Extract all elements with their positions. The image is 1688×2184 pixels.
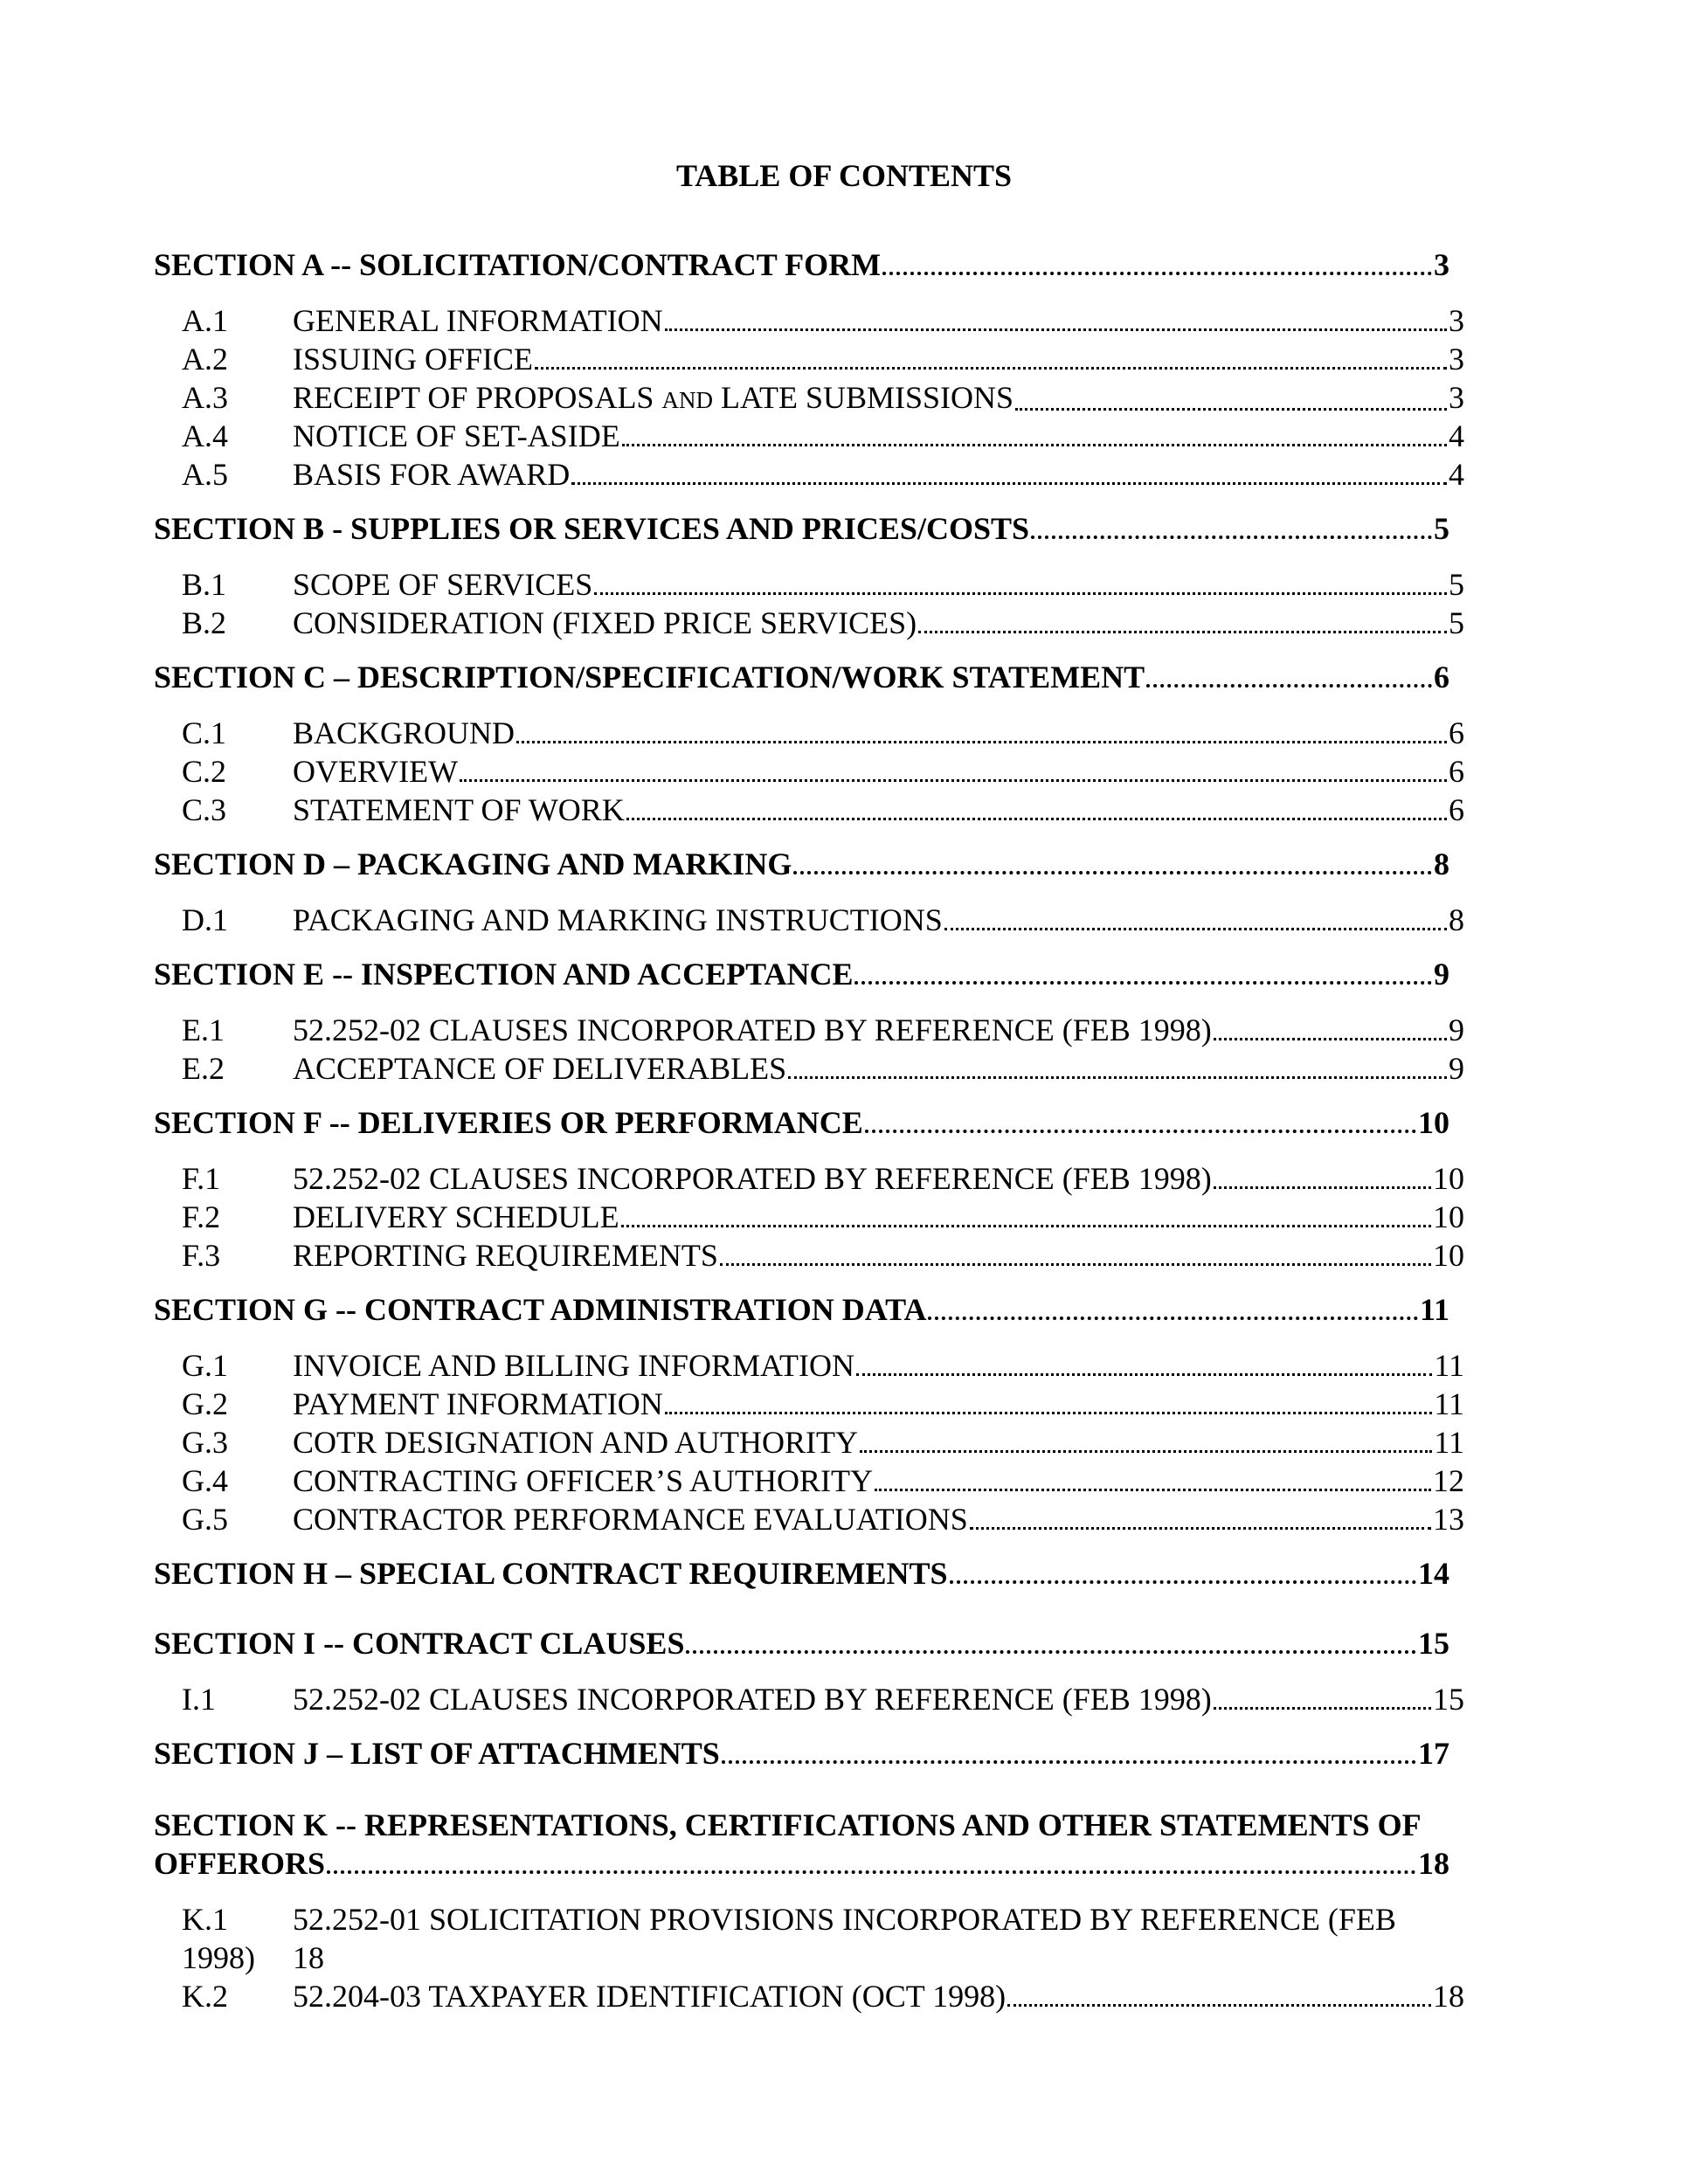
entry-label: 52.252-02 CLAUSES INCORPORATED BY REFERENCE (FEB 1998) — [293, 1013, 1212, 1047]
entry-label: COTR DESIGNATION AND AUTHORITY — [293, 1425, 858, 1460]
entry-number: C.1 — [182, 715, 227, 750]
page-number: 10 — [1433, 1238, 1464, 1273]
page-number: 11 — [1434, 1386, 1464, 1421]
entry-number: G.5 — [182, 1502, 228, 1537]
page-number: 14 — [1418, 1556, 1449, 1591]
dot-leader — [1214, 1186, 1431, 1189]
section-label: SECTION I -- CONTRACT CLAUSES — [154, 1626, 685, 1661]
page-number: 6 — [1449, 715, 1464, 750]
entry-label: ISSUING OFFICE — [293, 342, 534, 377]
entry-label: STATEMENT OF WORK — [293, 792, 625, 827]
page-number: 9 — [1449, 1051, 1464, 1086]
dot-leader — [875, 1489, 1431, 1491]
entry-label: GENERAL INFORMATION — [293, 303, 663, 338]
entry-number: A.3 — [182, 380, 228, 415]
toc-entry-g3[interactable] — [182, 1423, 1464, 1462]
dot-leader — [1214, 1038, 1447, 1040]
page-number: 11 — [1434, 1348, 1464, 1383]
toc-entry-g1[interactable] — [182, 1346, 1464, 1385]
dot-leader — [327, 1870, 1416, 1874]
dot-leader — [622, 444, 1447, 446]
dot-leader — [950, 1580, 1416, 1584]
entry-label: CONSIDERATION (FIXED PRICE SERVICES) — [293, 605, 917, 640]
toc-entry-e2[interactable] — [182, 1049, 1464, 1088]
dot-leader — [621, 1225, 1431, 1227]
page-title: TABLE OF CONTENTS — [675, 158, 1013, 193]
toc-entry-b2[interactable] — [182, 604, 1464, 642]
section-label: SECTION D – PACKAGING AND MARKING — [154, 847, 792, 881]
toc-entry-f3[interactable] — [182, 1236, 1464, 1275]
dot-leader — [626, 818, 1447, 820]
entry-label-continuation: 18 — [293, 1940, 324, 1975]
dot-leader — [918, 631, 1447, 633]
entry-number: G.4 — [182, 1463, 228, 1498]
page-number: 5 — [1449, 567, 1464, 602]
entry-number: B.2 — [182, 605, 227, 640]
toc-entry-i1[interactable] — [182, 1680, 1464, 1718]
entry-number: G.1 — [182, 1348, 228, 1383]
entry-label: OVERVIEW — [293, 754, 459, 789]
entry-number: E.1 — [182, 1013, 225, 1047]
dot-leader — [665, 1412, 1433, 1414]
page-number: 9 — [1449, 1013, 1464, 1047]
toc-section-d[interactable] — [154, 845, 1449, 883]
dot-leader — [793, 871, 1432, 874]
page-number: 11 — [1434, 1425, 1464, 1460]
entry-label: INVOICE AND BILLING INFORMATION — [293, 1348, 854, 1383]
page-number: 18 — [1433, 1979, 1464, 2014]
dot-leader — [720, 1263, 1431, 1266]
dot-leader — [882, 272, 1432, 275]
dot-leader — [535, 367, 1447, 370]
toc-entry-d1[interactable] — [182, 901, 1464, 939]
toc-entry-f2[interactable] — [182, 1198, 1464, 1236]
page-number: 6 — [1434, 660, 1449, 695]
toc-section-h[interactable] — [154, 1554, 1449, 1593]
page-number: 9 — [1434, 957, 1449, 992]
page-number: 8 — [1434, 847, 1449, 881]
toc-section-b[interactable] — [154, 509, 1449, 548]
dot-leader — [1015, 408, 1447, 411]
entry-number: F.2 — [182, 1199, 221, 1234]
toc-entry-a5[interactable] — [182, 455, 1464, 494]
page-number: 10 — [1418, 1105, 1449, 1140]
toc-entry-a1[interactable] — [182, 301, 1464, 340]
page-number: 5 — [1449, 605, 1464, 640]
dot-leader — [944, 928, 1447, 930]
page-number: 10 — [1433, 1199, 1464, 1234]
toc-section-k[interactable] — [154, 1844, 1449, 1883]
page-number: 5 — [1434, 511, 1449, 546]
page-number: 3 — [1449, 380, 1464, 415]
entry-label: ACCEPTANCE OF DELIVERABLES — [293, 1051, 787, 1086]
page-number: 6 — [1449, 792, 1464, 827]
page-number: 10 — [1433, 1161, 1464, 1196]
dot-leader — [1007, 2004, 1431, 2007]
entry-label: SCOPE OF SERVICES — [293, 567, 593, 602]
entry-label: PAYMENT INFORMATION — [293, 1386, 663, 1421]
entry-label: PACKAGING AND MARKING INSTRUCTIONS — [293, 902, 943, 937]
page-number: 4 — [1449, 418, 1464, 453]
entry-label: REPORTING REQUIREMENTS — [293, 1238, 718, 1273]
toc-section-f[interactable] — [154, 1103, 1449, 1142]
dot-leader — [460, 779, 1447, 782]
dot-leader — [722, 1760, 1416, 1764]
toc-entry-k1[interactable]: 52.252-01 SOLICITATION PROVISIONS INCORPORATED BY REFERENCE (FEB — [293, 1902, 1396, 1937]
toc-section-c[interactable] — [154, 658, 1449, 696]
entry-label: CONTRACTOR PERFORMANCE EVALUATIONS — [293, 1502, 968, 1537]
entry-number: A.1 — [182, 303, 228, 338]
entry-label — [293, 378, 1013, 419]
toc-entry-g2[interactable] — [182, 1385, 1464, 1423]
page-number: 13 — [1433, 1502, 1464, 1537]
page-number: 3 — [1449, 303, 1464, 338]
toc-entry-c3[interactable] — [182, 791, 1464, 829]
dot-leader — [686, 1650, 1416, 1654]
toc-entry-f1[interactable] — [182, 1159, 1464, 1198]
toc-section-i[interactable] — [154, 1624, 1449, 1662]
section-label: SECTION G -- CONTRACT ADMINISTRATION DATA — [154, 1292, 927, 1327]
section-label: OFFERORS — [154, 1846, 326, 1881]
section-label: SECTION J – LIST OF ATTACHMENTS — [154, 1736, 720, 1771]
entry-number: F.1 — [182, 1161, 221, 1196]
entry-number: A.4 — [182, 418, 228, 453]
section-label: SECTION H – SPECIAL CONTRACT REQUIREMENTS — [154, 1556, 948, 1591]
entry-number: G.2 — [182, 1386, 228, 1421]
page-number: 11 — [1419, 1292, 1449, 1327]
entry-label: DELIVERY SCHEDULE — [293, 1199, 619, 1234]
dot-leader — [860, 1450, 1432, 1453]
dot-leader — [1146, 684, 1432, 688]
toc-entry-e1[interactable] — [182, 1011, 1464, 1049]
section-label: SECTION F -- DELIVERIES OR PERFORMANCE — [154, 1105, 863, 1140]
dot-leader — [1214, 1707, 1431, 1710]
toc-section-e[interactable] — [154, 955, 1449, 993]
toc-section-g[interactable] — [154, 1290, 1449, 1329]
entry-label-part: RECEIPT OF PROPOSALS — [293, 380, 662, 415]
toc-entry-g5[interactable] — [182, 1500, 1464, 1538]
entry-number: I.1 — [182, 1682, 216, 1717]
entry-number: K.1 — [182, 1902, 228, 1937]
section-label: SECTION E -- INSPECTION AND ACCEPTANCE — [154, 957, 854, 992]
page-number: 15 — [1418, 1626, 1449, 1661]
page-number: 8 — [1449, 902, 1464, 937]
page-number: 3 — [1434, 247, 1449, 282]
toc-section-k-line1[interactable]: SECTION K -- REPRESENTATIONS, CERTIFICATIONS AND OTHER STATEMENTS OF — [154, 1807, 1422, 1842]
dot-leader — [516, 741, 1447, 743]
page-number: 6 — [1449, 754, 1464, 789]
entry-number: A.2 — [182, 342, 228, 377]
section-label: SECTION C – DESCRIPTION/SPECIFICATION/WORK STATEMENT — [154, 660, 1145, 695]
entry-label: BACKGROUND — [293, 715, 515, 750]
entry-number: B.1 — [182, 567, 227, 602]
toc-entry-k2[interactable] — [182, 1977, 1464, 2015]
page-number: 18 — [1418, 1846, 1449, 1881]
entry-label: CONTRACTING OFFICER’S AUTHORITY — [293, 1463, 874, 1498]
toc-entry-a4[interactable] — [182, 417, 1464, 455]
entry-number-continuation: 1998) — [182, 1940, 255, 1975]
dot-leader — [928, 1317, 1418, 1320]
entry-label: 52.252-02 CLAUSES INCORPORATED BY REFERENCE (FEB 1998) — [293, 1682, 1212, 1717]
page-number: 4 — [1449, 457, 1464, 492]
page-number: 3 — [1449, 342, 1464, 377]
dot-leader — [865, 1130, 1416, 1133]
entry-number: F.3 — [182, 1238, 221, 1273]
entry-number: A.5 — [182, 457, 228, 492]
toc-entry-a3[interactable] — [182, 378, 1464, 419]
entry-label: BASIS FOR AWARD — [293, 457, 571, 492]
entry-label: NOTICE OF SET-ASIDE — [293, 418, 620, 453]
entry-label: 52.204-03 TAXPAYER IDENTIFICATION (OCT 1998) — [293, 1979, 1007, 2014]
toc-section-a[interactable] — [154, 245, 1449, 284]
toc-entry-g4[interactable] — [182, 1462, 1464, 1500]
section-label: SECTION B - SUPPLIES OR SERVICES AND PRICES/COSTS — [154, 511, 1030, 546]
toc-section-j[interactable] — [154, 1734, 1449, 1773]
section-label: SECTION A -- SOLICITATION/CONTRACT FORM — [154, 247, 882, 282]
entry-number: E.2 — [182, 1051, 225, 1086]
entry-number: C.3 — [182, 792, 227, 827]
dot-leader — [854, 981, 1432, 985]
entry-number: D.1 — [182, 902, 228, 937]
entry-number: C.2 — [182, 754, 227, 789]
entry-label-part: LATE SUBMISSIONS — [712, 380, 1014, 415]
entry-number: G.3 — [182, 1425, 228, 1460]
toc-entry-b1[interactable] — [182, 565, 1464, 604]
toc-entry-c2[interactable] — [182, 752, 1464, 791]
entry-label-small-caps: AND — [661, 387, 713, 413]
dot-leader — [788, 1076, 1447, 1079]
entry-number: K.2 — [182, 1979, 228, 2014]
entry-label: 52.252-02 CLAUSES INCORPORATED BY REFERENCE (FEB 1998) — [293, 1161, 1212, 1196]
dot-leader — [665, 328, 1447, 331]
page-number: 12 — [1433, 1463, 1464, 1498]
dot-leader — [594, 592, 1447, 595]
toc-entry-c1[interactable] — [182, 714, 1464, 752]
dot-leader — [970, 1527, 1431, 1530]
dot-leader — [1031, 536, 1432, 539]
page-number: 17 — [1418, 1736, 1449, 1771]
toc-entry-a2[interactable] — [182, 340, 1464, 378]
page-number: 15 — [1433, 1682, 1464, 1717]
dot-leader — [571, 482, 1447, 485]
dot-leader — [856, 1373, 1432, 1376]
